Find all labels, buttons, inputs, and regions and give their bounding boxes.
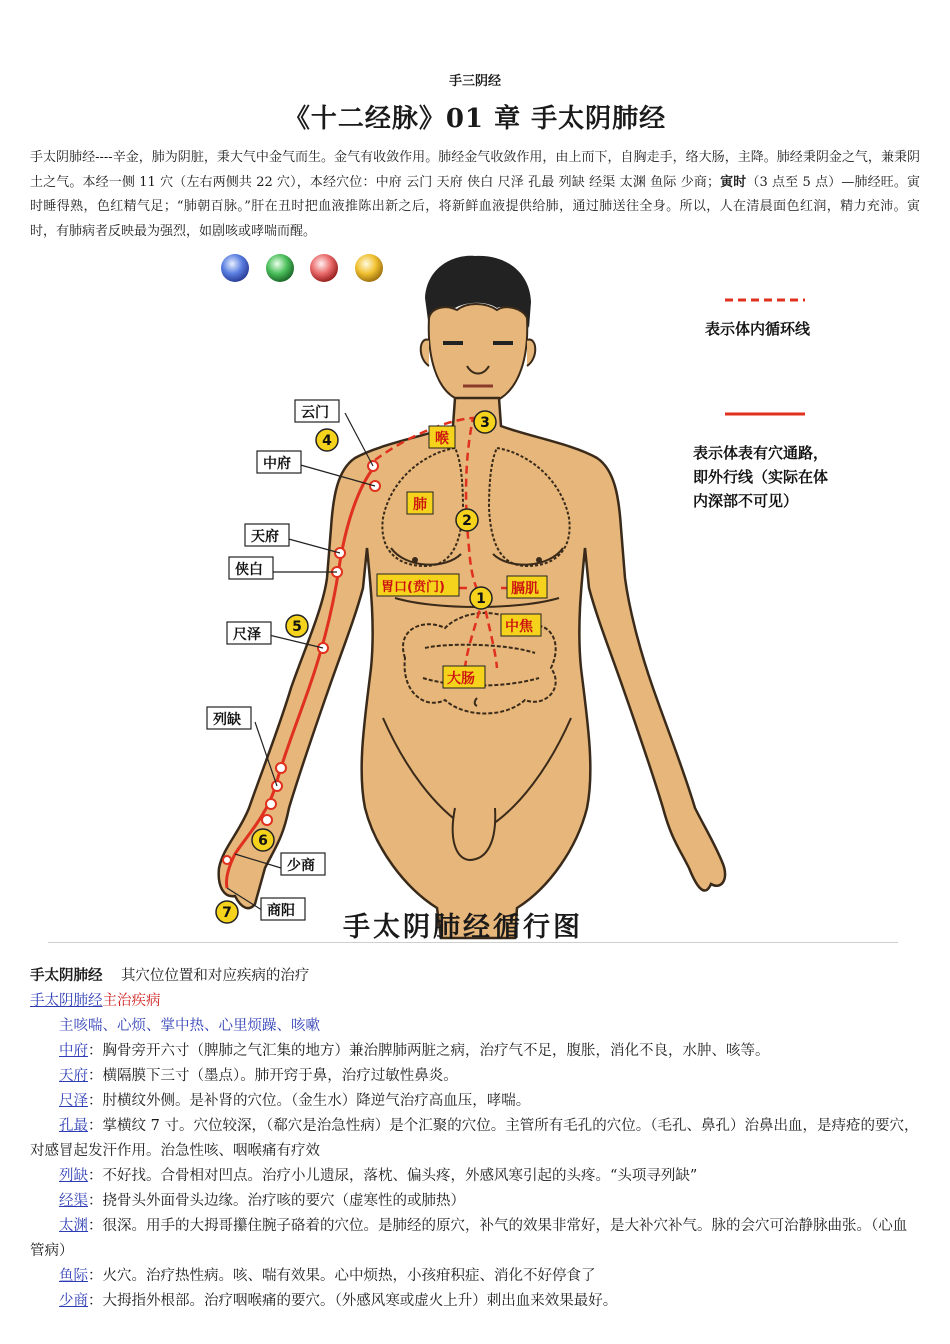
diagram-legend: [693, 300, 828, 510]
organ-label-stomach: 胃口(贲门): [381, 580, 445, 595]
legend-outer-text-3: 内深部不可见）: [693, 492, 799, 510]
acupoint-description: ：掌横纹 7 寸。穴位较深，（郗穴是治急性病）是个汇聚的穴位。主管所有毛孔的穴位。（毛孔、鼻孔）治鼻出血，是痔疮的要穴，对感冒起发汗作用。治急性咳、咽喉痛有疗效: [30, 1118, 919, 1159]
acupoint-description: ：横隔膜下三寸（墨点）。肺开窍于鼻，治疗过敏性鼻炎。: [88, 1068, 458, 1084]
point-label-shangyang: 商阳: [267, 903, 295, 919]
intro-bold-time: 寅时: [719, 174, 747, 190]
point-label-zhongfu: 中府: [263, 456, 291, 472]
section-divider: [48, 942, 898, 943]
organ-label-lung: 肺: [413, 497, 427, 513]
acupoint-item: [30, 1214, 920, 1264]
point-label-lieque: 列缺: [213, 712, 241, 728]
main-symptoms: 主咳喘、心烦、掌中热、心里烦躁、咳嗽: [59, 1018, 320, 1034]
acupoint-item: [30, 1164, 920, 1189]
organ-label-diaphragm: 膈肌: [511, 581, 539, 597]
acupoint-link[interactable]: 列缺: [59, 1168, 88, 1184]
acupoint-description: ：肘横纹外侧。是补肾的穴位。（金生水）降逆气治疗高血压，哮喘。: [88, 1093, 531, 1109]
acupoint-description: ：不好找。合骨相对凹点。治疗小儿遗尿，落枕、偏头疼，外感风寒引起的头疼。“头项寻列缺”: [88, 1168, 698, 1184]
acupoint-description: ：火穴。治疗热性病。咳、喘有效果。心中烦热，小孩疳积症、消化不好停食了: [88, 1268, 596, 1284]
legend-outer-text-2: 即外行线（实际在体: [693, 468, 829, 486]
acupoint-link[interactable]: 尺泽: [59, 1093, 88, 1109]
acupoint-link[interactable]: 中府: [59, 1043, 88, 1059]
acupoint-list: [30, 1039, 920, 1314]
meridian-diagram: [205, 248, 829, 944]
marker-6: 6: [258, 833, 268, 849]
acupoint-link[interactable]: 太渊: [59, 1218, 88, 1234]
point-label-tianfu: 天府: [251, 529, 279, 545]
acupoint-item: [30, 1114, 920, 1164]
main-disease-suffix: 主治疾病: [102, 993, 161, 1009]
acupoint-description: ：很深。用手的大拇哥攥住腕子硌着的穴位。是肺经的原穴，补气的效果非常好，是大补穴补气。脉的会穴可治静脉曲张。（心血管病）: [30, 1218, 908, 1259]
point-label-shaoshang: 少商: [287, 858, 315, 874]
meridian-link[interactable]: 手太阴肺经: [30, 993, 103, 1009]
acupoint-link[interactable]: 鱼际: [59, 1268, 88, 1284]
acupoint-item: [30, 1189, 920, 1214]
acupoint-description: ：胸骨旁开六寸（脾肺之气汇集的地方）兼治脾肺两脏之病，治疗气不足，腹胀，消化不良，水肿、咳等。: [88, 1043, 770, 1059]
intro-paragraph: [30, 146, 920, 244]
decorative-orbs: [221, 254, 383, 282]
point-label-xiabai: 侠白: [235, 562, 263, 578]
acupoint-link[interactable]: 经渠: [59, 1193, 88, 1209]
acupoint-description: ：挠骨头外面骨头边缘。治疗咳的要穴（虚寒性的或肺热）: [88, 1193, 465, 1209]
acupoint-link[interactable]: 天府: [59, 1068, 88, 1084]
acupoint-item: [30, 1039, 920, 1064]
acupoint-link[interactable]: 少商: [59, 1293, 88, 1309]
organ-label-throat: 喉: [435, 431, 449, 447]
intro-text-2: （3 点至 5 点）—肺经旺。寅时睡得熟，色红精气足；“肺朝百脉。”肝在丑时把血液推陈出新之后，将新鲜血液提供给肺，通过肺送往全身。所以，人在清晨面色红润，精力充沛。寅时，有肺病者反映最为强烈，如剧咳或哮喘而醒。: [30, 174, 920, 239]
point-label-yunmen: 云门: [301, 405, 329, 421]
treatment-heading: [30, 964, 920, 989]
acupoint-item: [30, 1089, 920, 1114]
acupoint-link[interactable]: 孔最: [59, 1118, 88, 1134]
intro-text-1: 手太阴肺经----辛金，肺为阴脏，秉大气中金气而生。金气有收敛作用。肺经金气收敛作用，由上而下，自胸走手，络大肠，主降。肺经秉阴金之气，兼秉阴土之气。本经一侧 11 穴（左右两侧共 22 穴），本经穴位：中府 云门 天府 侠白 尺泽 孔最 列缺 经渠 太渊 鱼际 少商；: [30, 150, 920, 190]
treatment-section: [30, 964, 920, 1314]
marker-7: 7: [222, 905, 232, 921]
marker-1: 1: [476, 591, 486, 607]
acupoint-item: [30, 1264, 920, 1289]
marker-3: 3: [480, 415, 490, 431]
acupoint-item: [30, 1064, 920, 1089]
point-label-chize: 尺泽: [233, 627, 261, 643]
marker-5: 5: [292, 619, 302, 635]
treatment-heading-rest: 其穴位位置和对应疾病的治疗: [120, 968, 310, 984]
diagram-caption: 手太阴肺经循行图: [343, 912, 583, 943]
section-heading: 手三阴经: [448, 74, 501, 89]
legend-outer-text-1: 表示体表有穴通路，: [693, 444, 829, 462]
organ-label-middle: 中焦: [505, 619, 533, 635]
acupoint-description: ：大拇指外根部。治疗咽喉痛的要穴。（外感风寒或虚火上升）刺出血来效果最好。: [88, 1293, 618, 1309]
organ-label-colon: 大肠: [447, 671, 475, 687]
legend-inner-text: 表示体内循环线: [705, 320, 811, 338]
treatment-heading-bold: 手太阴肺经: [30, 968, 103, 984]
marker-2: 2: [462, 513, 472, 529]
main-disease-line: [30, 989, 920, 1014]
acupoint-item: [30, 1289, 920, 1314]
marker-4: 4: [322, 433, 332, 449]
page-title: 《十二经脉》01 章 手太阴肺经: [283, 104, 667, 134]
